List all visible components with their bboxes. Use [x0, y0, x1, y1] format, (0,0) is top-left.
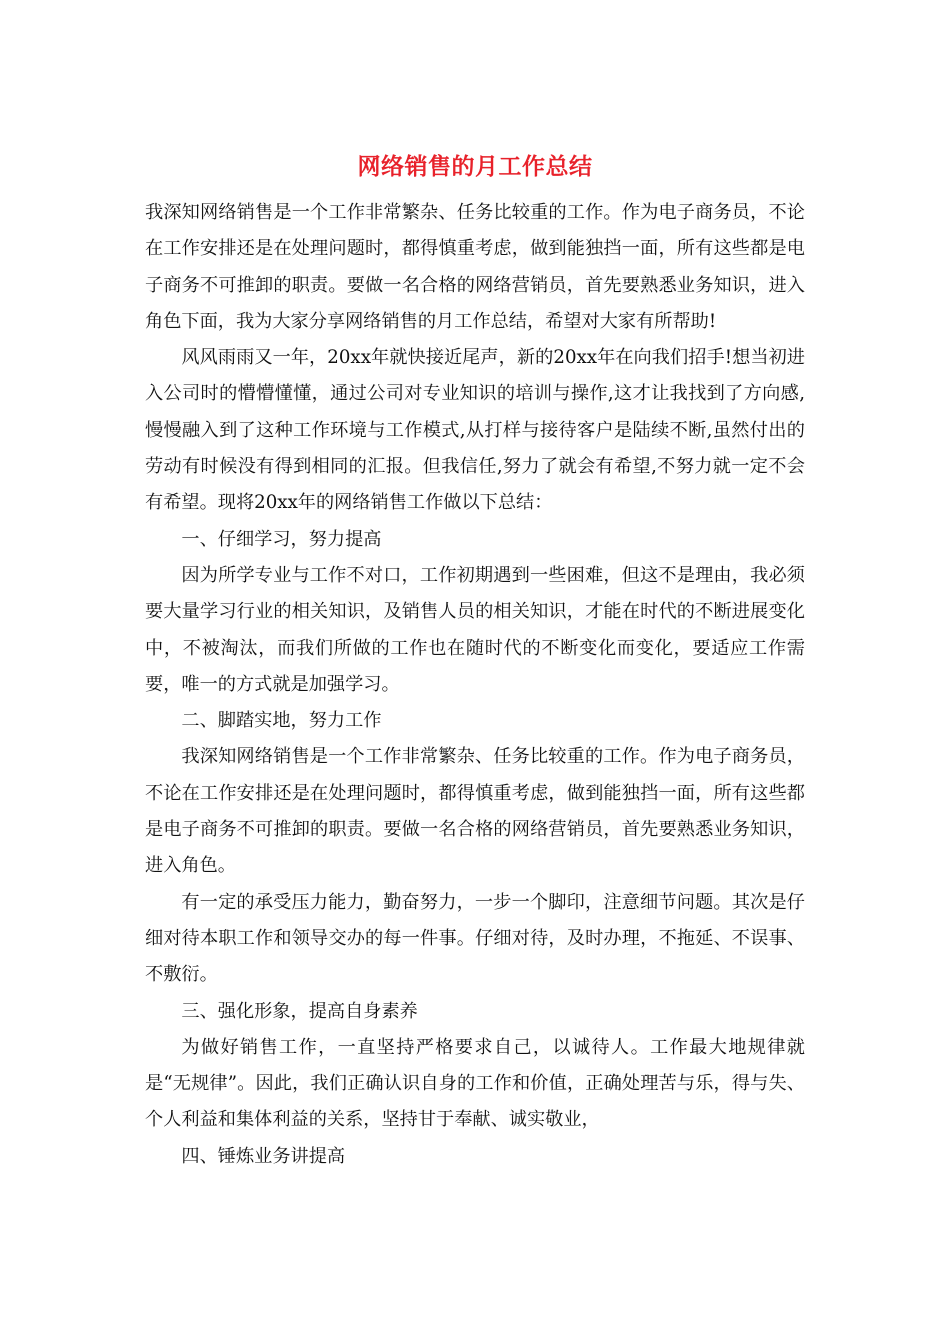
- section-heading-4: 四、锤炼业务讲提高: [181, 1145, 346, 1167]
- paragraph: 我深知网络销售是一个工作非常繁杂、任务比较重的工作。作为电子商务员，不论在工作安排还是在处理问题时，都得慎重考虑，做到能独挡一面，所有这些都是电子商务不可推卸的职责。要做一名合格的网络营销员，首先要熟悉业务知识，进入角色。: [145, 746, 805, 877]
- document-body: [145, 195, 805, 1175]
- section-heading-3: 三、强化形象，提高自身素养: [181, 1000, 418, 1022]
- document-title: 网络销售的月工作总结: [357, 154, 593, 180]
- paragraph: 有一定的承受压力能力，勤奋努力，一步一个脚印，注意细节问题。其次是仔细对待本职工作和领导交办的每一件事。仔细对待，及时办理，不拖延、不误事、不敷衍。: [145, 891, 805, 986]
- section-heading-2: 二、脚踏实地，努力工作: [181, 710, 382, 732]
- paragraph-intro: 我深知网络销售是一个工作非常繁杂、任务比较重的工作。作为电子商务员，不论在工作安排还是在处理问题时，都得慎重考虑，做到能独挡一面，所有这些都是电子商务不可推卸的职责。要做一名合格的网络营销员，首先要熟悉业务知识，进入角色下面，我为大家分享网络销售的月工作总结，希望对大家有所帮助!: [145, 202, 805, 332]
- paragraph-review: 风风雨雨又一年，20xx年就快接近尾声，新的20xx年在向我们招手!想当初进入公司时的懵懵懂懂，通过公司对专业知识的培训与操作,这才让我找到了方向感,慢慢融入到了这种工作环境与工作模式,从打样与接待客户是陆续不断,虽然付出的劳动有时候没有得到相同的汇报。但我信任,努力了就会有希望,不努力就一定不会有希望。现将20xx年的网络销售工作做以下总结：: [145, 347, 805, 514]
- paragraph: 因为所学专业与工作不对口，工作初期遇到一些困难，但这不是理由，我必须要大量学习行业的相关知识，及销售人员的相关知识，才能在时代的不断进展变化中，不被淘汰，而我们所做的工作也在随时代的不断变化而变化，要适应工作需要，唯一的方式就是加强学习。: [145, 564, 805, 695]
- section-heading-1: 一、仔细学习，努力提高: [181, 528, 382, 550]
- paragraph: 为做好销售工作，一直坚持严格要求自己，以诚待人。工作最大地规律就是“无规律”。因此，我们正确认识自身的工作和价值，正确处理苦与乐，得与失、个人利益和集体利益的关系，坚持甘于奉献、诚实敬业，: [145, 1036, 805, 1131]
